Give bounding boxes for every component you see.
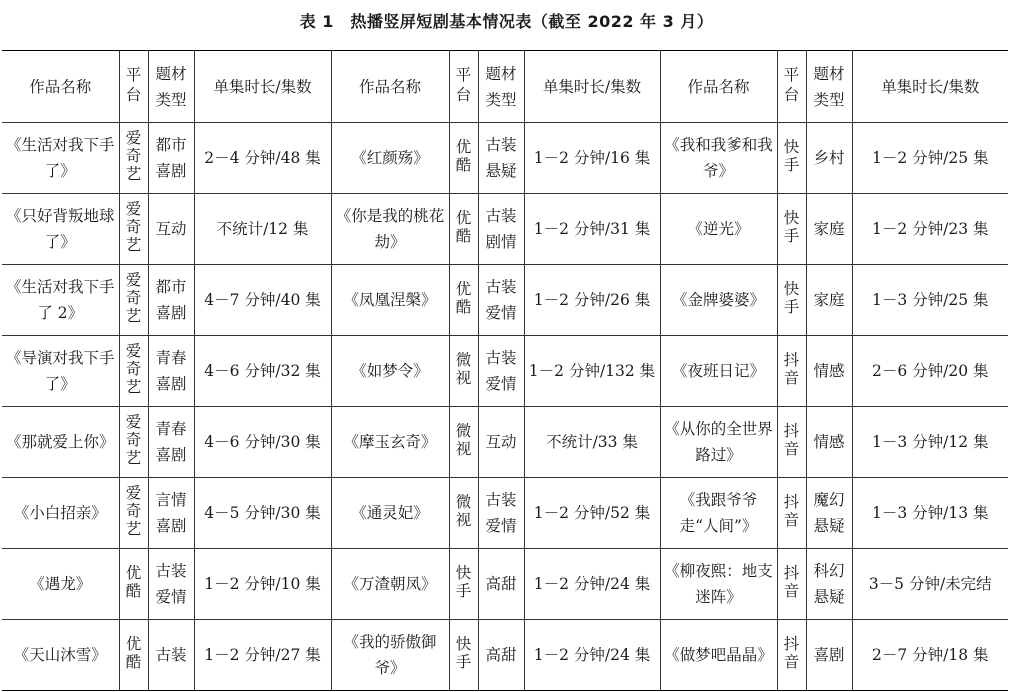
duration-episodes: 1－2 分钟/24 集 bbox=[524, 549, 660, 620]
genre: 情感 bbox=[813, 362, 845, 380]
genre: 古装爱情 bbox=[485, 491, 517, 535]
drama-title: 《如梦令》 bbox=[331, 336, 449, 407]
genre-cell bbox=[806, 194, 852, 265]
genre: 家庭 bbox=[813, 220, 845, 238]
header-genre bbox=[806, 51, 852, 123]
genre: 古装 bbox=[155, 646, 187, 664]
duration-episodes: 不统计/33 集 bbox=[524, 407, 660, 478]
genre-cell bbox=[806, 549, 852, 620]
header-platform bbox=[777, 51, 806, 123]
duration-episodes: 4－5 分钟/30 集 bbox=[194, 478, 331, 549]
table-row bbox=[2, 407, 1008, 478]
genre-cell bbox=[478, 620, 524, 691]
genre-cell bbox=[478, 478, 524, 549]
platform-cell bbox=[449, 336, 478, 407]
header-duration: 单集时长/集数 bbox=[524, 51, 660, 123]
platform: 抖音 bbox=[783, 422, 800, 458]
drama-title: 《你是我的桃花劫》 bbox=[331, 194, 449, 265]
platform-cell bbox=[449, 123, 478, 194]
duration-episodes: 1－2 分钟/132 集 bbox=[524, 336, 660, 407]
platform: 优酷 bbox=[455, 209, 472, 245]
duration-episodes: 3－5 分钟/未完结 bbox=[852, 549, 1008, 620]
duration-episodes: 1－3 分钟/13 集 bbox=[852, 478, 1008, 549]
header-duration: 单集时长/集数 bbox=[852, 51, 1008, 123]
platform-cell bbox=[119, 265, 148, 336]
drama-title: 《做梦吧晶晶》 bbox=[660, 620, 777, 691]
genre: 魔幻悬疑 bbox=[813, 491, 845, 535]
header-platform-label: 平台 bbox=[125, 66, 142, 104]
table-body bbox=[2, 123, 1008, 691]
platform: 爱奇艺 bbox=[125, 342, 142, 396]
duration-episodes: 1－2 分钟/26 集 bbox=[524, 265, 660, 336]
genre: 高甜 bbox=[485, 646, 517, 664]
drama-title: 《天山沐雪》 bbox=[2, 620, 119, 691]
drama-table bbox=[2, 50, 1008, 691]
genre-cell bbox=[148, 194, 194, 265]
genre: 情感 bbox=[813, 433, 845, 451]
genre-cell bbox=[478, 336, 524, 407]
genre: 言情喜剧 bbox=[155, 491, 187, 535]
header-row bbox=[2, 51, 1008, 123]
duration-episodes: 1－2 分钟/27 集 bbox=[194, 620, 331, 691]
platform-cell bbox=[119, 123, 148, 194]
table-row bbox=[2, 194, 1008, 265]
duration-episodes: 1－2 分钟/25 集 bbox=[852, 123, 1008, 194]
duration-episodes: 1－2 分钟/16 集 bbox=[524, 123, 660, 194]
drama-title: 《万渣朝凤》 bbox=[331, 549, 449, 620]
duration-episodes: 2－7 分钟/18 集 bbox=[852, 620, 1008, 691]
duration-episodes: 1－3 分钟/25 集 bbox=[852, 265, 1008, 336]
platform: 爱奇艺 bbox=[125, 413, 142, 467]
table-row bbox=[2, 478, 1008, 549]
platform-cell bbox=[449, 407, 478, 478]
drama-title: 《从你的全世界路过》 bbox=[660, 407, 777, 478]
header-platform-label: 平台 bbox=[455, 66, 472, 104]
table-row bbox=[2, 336, 1008, 407]
drama-title: 《生活对我下手了》 bbox=[2, 123, 119, 194]
platform: 抖音 bbox=[783, 493, 800, 529]
genre: 互动 bbox=[155, 220, 187, 238]
drama-title: 《我和我爹和我爷》 bbox=[660, 123, 777, 194]
platform-cell bbox=[777, 336, 806, 407]
platform: 微视 bbox=[455, 422, 472, 458]
table-caption: 表 1 热播竖屏短剧基本情况表（截至 2022 年 3 月） bbox=[299, 12, 714, 31]
platform: 快手 bbox=[783, 280, 800, 316]
drama-title: 《生活对我下手了 2》 bbox=[2, 265, 119, 336]
platform-cell bbox=[119, 407, 148, 478]
genre: 古装爱情 bbox=[485, 278, 517, 322]
platform-cell bbox=[777, 123, 806, 194]
genre-cell bbox=[806, 407, 852, 478]
header-genre bbox=[148, 51, 194, 123]
header-genre bbox=[478, 51, 524, 123]
platform: 快手 bbox=[455, 564, 472, 600]
platform-cell bbox=[777, 549, 806, 620]
genre-cell bbox=[806, 336, 852, 407]
genre-cell bbox=[478, 549, 524, 620]
duration-episodes: 1－2 分钟/23 集 bbox=[852, 194, 1008, 265]
genre-cell bbox=[478, 265, 524, 336]
header-name: 作品名称 bbox=[331, 51, 449, 123]
platform: 优酷 bbox=[125, 564, 142, 600]
platform-cell bbox=[449, 478, 478, 549]
platform: 优酷 bbox=[455, 138, 472, 174]
platform-cell bbox=[449, 194, 478, 265]
genre-cell bbox=[148, 549, 194, 620]
drama-title: 《只好背叛地球了》 bbox=[2, 194, 119, 265]
platform-cell bbox=[777, 478, 806, 549]
table-row bbox=[2, 620, 1008, 691]
genre-cell bbox=[806, 123, 852, 194]
genre: 青春喜剧 bbox=[155, 420, 187, 464]
genre: 古装爱情 bbox=[485, 349, 517, 393]
platform: 爱奇艺 bbox=[125, 484, 142, 538]
header-genre-label: 题材类型 bbox=[485, 64, 517, 109]
genre-cell bbox=[478, 407, 524, 478]
genre: 喜剧 bbox=[813, 646, 845, 664]
platform: 微视 bbox=[455, 351, 472, 387]
drama-title: 《金牌婆婆》 bbox=[660, 265, 777, 336]
platform: 爱奇艺 bbox=[125, 129, 142, 183]
header-genre-label: 题材类型 bbox=[155, 64, 187, 109]
platform-cell bbox=[777, 194, 806, 265]
drama-title: 《通灵妃》 bbox=[331, 478, 449, 549]
drama-title: 《凤凰涅槃》 bbox=[331, 265, 449, 336]
duration-episodes: 4－7 分钟/40 集 bbox=[194, 265, 331, 336]
drama-title: 《柳夜熙：地支迷阵》 bbox=[660, 549, 777, 620]
genre-cell bbox=[806, 478, 852, 549]
header-duration: 单集时长/集数 bbox=[194, 51, 331, 123]
drama-title: 《小白招亲》 bbox=[2, 478, 119, 549]
genre: 家庭 bbox=[813, 291, 845, 309]
platform-cell bbox=[119, 194, 148, 265]
platform: 抖音 bbox=[783, 564, 800, 600]
platform: 优酷 bbox=[455, 280, 472, 316]
platform-cell bbox=[777, 407, 806, 478]
duration-episodes: 1－3 分钟/12 集 bbox=[852, 407, 1008, 478]
platform: 快手 bbox=[455, 635, 472, 671]
drama-title: 《导演对我下手了》 bbox=[2, 336, 119, 407]
genre: 科幻悬疑 bbox=[813, 562, 845, 606]
header-genre-label: 题材类型 bbox=[813, 64, 845, 109]
platform-cell bbox=[119, 478, 148, 549]
genre: 青春喜剧 bbox=[155, 349, 187, 393]
drama-title: 《我跟爷爷走“人间”》 bbox=[660, 478, 777, 549]
platform-cell bbox=[449, 549, 478, 620]
drama-title: 《逆光》 bbox=[660, 194, 777, 265]
platform: 快手 bbox=[783, 138, 800, 174]
header-platform-label: 平台 bbox=[783, 66, 800, 104]
header-name: 作品名称 bbox=[2, 51, 119, 123]
genre: 都市喜剧 bbox=[155, 278, 187, 322]
genre: 古装剧情 bbox=[485, 207, 517, 251]
platform: 优酷 bbox=[125, 635, 142, 671]
duration-episodes: 1－2 分钟/31 集 bbox=[524, 194, 660, 265]
genre-cell bbox=[148, 265, 194, 336]
platform-cell bbox=[119, 620, 148, 691]
platform: 快手 bbox=[783, 209, 800, 245]
table-row bbox=[2, 549, 1008, 620]
genre: 古装爱情 bbox=[155, 562, 187, 606]
genre-cell bbox=[478, 123, 524, 194]
genre-cell bbox=[148, 407, 194, 478]
platform-cell bbox=[449, 620, 478, 691]
duration-episodes: 4－6 分钟/32 集 bbox=[194, 336, 331, 407]
platform-cell bbox=[449, 265, 478, 336]
platform: 微视 bbox=[455, 493, 472, 529]
duration-episodes: 2－4 分钟/48 集 bbox=[194, 123, 331, 194]
table-row bbox=[2, 123, 1008, 194]
genre-cell bbox=[806, 265, 852, 336]
genre: 互动 bbox=[485, 433, 517, 451]
drama-title: 《我的骄傲御爷》 bbox=[331, 620, 449, 691]
genre-cell bbox=[806, 620, 852, 691]
drama-title: 《那就爱上你》 bbox=[2, 407, 119, 478]
table-row bbox=[2, 265, 1008, 336]
duration-episodes: 4－6 分钟/30 集 bbox=[194, 407, 331, 478]
genre: 都市喜剧 bbox=[155, 136, 187, 180]
drama-title: 《夜班日记》 bbox=[660, 336, 777, 407]
platform-cell bbox=[119, 549, 148, 620]
platform-cell bbox=[777, 620, 806, 691]
drama-title: 《摩玉玄奇》 bbox=[331, 407, 449, 478]
genre: 古装悬疑 bbox=[485, 136, 517, 180]
genre-cell bbox=[148, 620, 194, 691]
duration-episodes: 1－2 分钟/10 集 bbox=[194, 549, 331, 620]
header-platform bbox=[449, 51, 478, 123]
genre: 乡村 bbox=[813, 149, 845, 167]
platform-cell bbox=[119, 336, 148, 407]
duration-episodes: 1－2 分钟/52 集 bbox=[524, 478, 660, 549]
duration-episodes: 不统计/12 集 bbox=[194, 194, 331, 265]
platform: 抖音 bbox=[783, 351, 800, 387]
genre-cell bbox=[478, 194, 524, 265]
genre-cell bbox=[148, 336, 194, 407]
platform: 爱奇艺 bbox=[125, 271, 142, 325]
drama-title: 《遇龙》 bbox=[2, 549, 119, 620]
duration-episodes: 2－6 分钟/20 集 bbox=[852, 336, 1008, 407]
drama-title: 《红颜殇》 bbox=[331, 123, 449, 194]
genre: 高甜 bbox=[485, 575, 517, 593]
platform-cell bbox=[777, 265, 806, 336]
header-platform bbox=[119, 51, 148, 123]
genre-cell bbox=[148, 478, 194, 549]
platform: 爱奇艺 bbox=[125, 200, 142, 254]
platform: 抖音 bbox=[783, 635, 800, 671]
header-name: 作品名称 bbox=[660, 51, 777, 123]
duration-episodes: 1－2 分钟/24 集 bbox=[524, 620, 660, 691]
genre-cell bbox=[148, 123, 194, 194]
